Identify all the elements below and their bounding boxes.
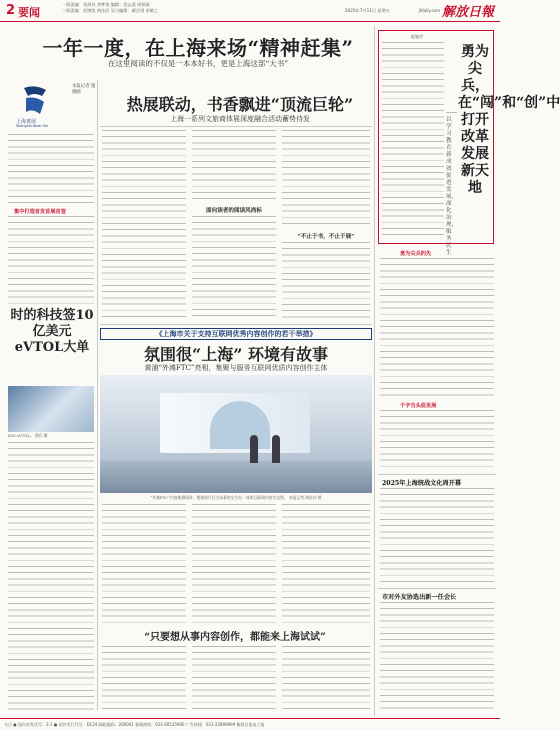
masthead — [0, 0, 500, 22]
article-text — [102, 130, 186, 320]
article-text — [192, 216, 276, 320]
commentary-byline: 起笔岸 — [410, 34, 424, 39]
editors-line-2: 二版责编：范锦凯 黄佳辰 见习编辑：颜芷琪 余敏之 — [62, 8, 159, 13]
page-footer: 今日 ● 国内首发代号：3-1 ● 国外发行代号：D124 邮政编码：200041 新闻热线：021-60525900 广告热线：021-22899999 解放日报电子报 — [0, 718, 500, 730]
section-rule — [378, 474, 496, 475]
lead-byline: 本报记者 施晓晴 — [72, 84, 96, 95]
news-headline-1: 2025年上海统战文化周开幕 — [382, 480, 462, 487]
book-fair-emblem-icon — [20, 84, 50, 118]
article-text — [8, 442, 94, 712]
article-text — [192, 130, 276, 200]
section-name: 要闻 — [18, 6, 40, 19]
right-subhead-1: 勇为尖兵的先 — [400, 251, 432, 257]
site-url[interactable]: jfdaily.com — [418, 8, 440, 13]
article-text — [380, 488, 494, 584]
lead-headline: 一年一度，在上海来场“精神赶集” — [42, 36, 354, 60]
section1-subheadline: 上海一系列文旅商体展深度融合活动蓄势待发 — [170, 115, 310, 123]
quote-subhead: “不止于书，不止于展” — [297, 234, 355, 240]
evtol-photo — [8, 386, 94, 432]
photo-person — [250, 435, 258, 463]
section-rule — [100, 324, 372, 325]
logo-name-cn: 上海書展 — [16, 119, 37, 125]
article-text — [102, 504, 186, 624]
page-number: 2 — [6, 3, 16, 18]
main-photo-caption: “外滩FTC”内容集聚场所，搭建成片区主场景的全方位一体的互联网内容生态图。 本报记者 海沙沙 摄 — [150, 495, 322, 500]
article-text — [282, 130, 370, 226]
section2-headline: 氛围很“上海” 环境有故事 — [144, 345, 328, 364]
article-text — [102, 646, 186, 712]
article-text — [380, 258, 494, 398]
commentary-headline: 勇为尖兵，在“闯”和“创”中打开改革发展新天地 — [458, 44, 560, 196]
article-text — [282, 242, 370, 320]
editors-credits — [62, 2, 158, 14]
column-rule — [97, 80, 98, 710]
logo-name-en: Shanghai Book Fair — [16, 124, 49, 128]
commentary-subheadline: ——以学习教育新成效促进发展，深化治理，服务民生 — [446, 110, 458, 256]
article-text — [380, 410, 494, 470]
ftc-interior-photo — [100, 375, 372, 493]
news-headline-2: 市对外友协选出新一任会长 — [382, 594, 457, 601]
article-text — [282, 646, 370, 712]
commentary-text — [382, 42, 444, 240]
left-subhead: 集中打造首发首展首签 — [14, 209, 66, 215]
photo-floor — [100, 461, 372, 493]
article-text — [192, 646, 276, 712]
article-text — [380, 602, 494, 712]
editors-line-1: 一版责编：张海舟 李梦依 编辑：范志睿 周炳清 — [62, 2, 150, 7]
article-text — [192, 504, 276, 624]
section-rule — [378, 588, 496, 589]
section1-headline: 热展联动，书香飘进“顶流巨轮” — [126, 95, 354, 114]
right-subhead-2: 千字当头促发展 — [400, 403, 437, 409]
policy-banner: 《上海市关于支持互联网优秀内容创作的若干举措》 — [100, 328, 372, 340]
newspaper-logo: 解放日報 — [441, 5, 494, 20]
evtol-photo-caption: E20 eVTOL。 俞兵 摄 — [8, 433, 48, 438]
article-text — [8, 134, 94, 204]
article-text — [282, 504, 370, 624]
column-rule — [374, 26, 375, 716]
pull-quote: “只要想从事内容创作，都能来上海试试” — [144, 632, 326, 643]
side-headline: 时的科技签10亿美元eVTOL大单 — [10, 308, 94, 355]
issue-date: 2025年7月11日 星期五 — [344, 8, 390, 13]
book-fair-logo — [12, 80, 70, 130]
photo-person — [272, 435, 280, 463]
section2-subheadline: 黄浦“外滩FTC”亮相，集聚与服务互联网优质内容创作主体 — [144, 364, 328, 372]
lead-subheadline: 在这里阅读的不仅是一本本好书，更是上海这部“大书” — [107, 59, 289, 68]
mid-subhead: 面向读者的阅读风尚标 — [206, 208, 262, 214]
article-text — [8, 216, 94, 304]
section-rule — [100, 126, 372, 127]
